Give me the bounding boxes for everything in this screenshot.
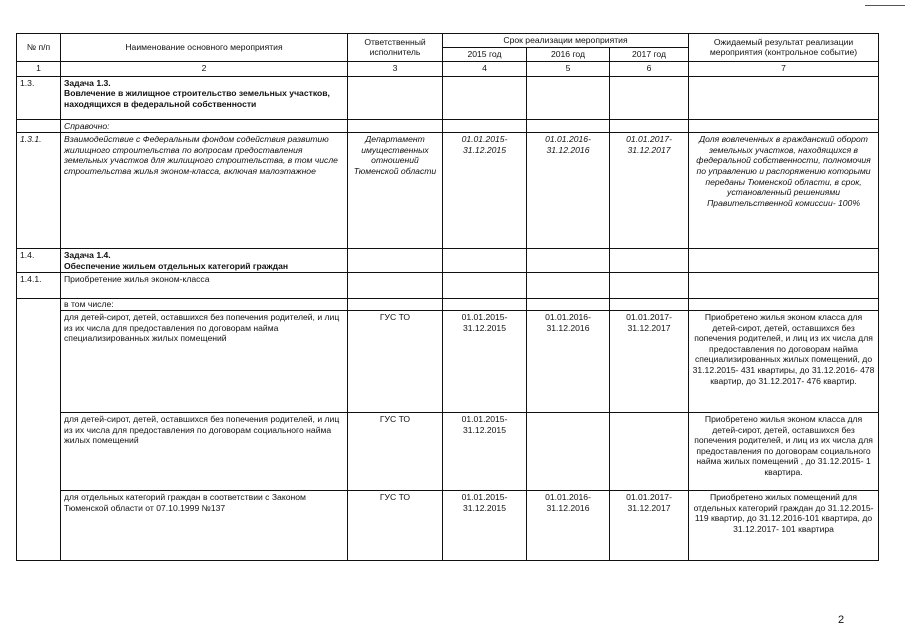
- item-1-3-1-2015: 01.01.2015-31.12.2015: [443, 133, 527, 249]
- including-row: [17, 299, 879, 311]
- sub-item-3-responsible: ГУС ТО: [348, 490, 443, 560]
- colnum-6: 6: [610, 61, 689, 76]
- item-1-3-1-num: 1.3.1.: [17, 133, 61, 249]
- sub-item-1-2016: 01.01.2016-31.12.2016: [527, 310, 610, 412]
- colnum-2: 2: [61, 61, 348, 76]
- reference-label: Справочно:: [61, 119, 348, 133]
- task-1-3-num: 1.3.: [17, 76, 61, 119]
- sub-item-2-row: [17, 412, 879, 490]
- sub-item-1-responsible: ГУС ТО: [348, 310, 443, 412]
- colnum-4: 4: [443, 61, 527, 76]
- sub-item-2-text: для детей-сирот, детей, оставшихся без попечения родителей, и лиц из их числа для предоставления по договорам социального найма жилых помещений: [61, 412, 348, 490]
- task-1-4-title: Задача 1.4.: [64, 250, 111, 261]
- task-1-4-num: 1.4.: [17, 249, 61, 273]
- task-1-3-title: Задача 1.3.: [64, 77, 111, 88]
- sub-item-3-row: [17, 490, 879, 560]
- top-edge-line: [865, 5, 905, 6]
- header-responsible: Ответственный исполнитель: [348, 34, 443, 62]
- item-1-4-1-text: Приобретение жилья эконом-класса: [61, 273, 348, 299]
- sub-item-2-2015: 01.01.2015-31.12.2015: [443, 412, 527, 490]
- colnum-5: 5: [527, 61, 610, 76]
- task-1-3-name: [61, 76, 348, 119]
- sub-item-2-responsible: ГУС ТО: [348, 412, 443, 490]
- task-1-3-text: Вовлечение в жилищное строительство земельных участков, находящихся в федеральной собственности: [64, 88, 330, 109]
- item-1-3-1-2017: 01.01.2017-31.12.2017: [610, 133, 689, 249]
- header-period: Срок реализации мероприятия: [443, 34, 689, 48]
- sub-item-1-text: для детей-сирот, детей, оставшихся без попечения родителей, и лиц из их числа для предоставления по договорам найма специализированных жилых помещений: [61, 310, 348, 412]
- column-numbers-row: [17, 61, 879, 76]
- sub-item-1-2017: 01.01.2017-31.12.2017: [610, 310, 689, 412]
- colnum-3: 3: [348, 61, 443, 76]
- sub-item-3-result: Приобретено жилых помещений для отдельных категорий граждан до 31.12.2015- 119 квартир, до 31.12.2016-101 квартира, до 31.12.2017- 101 квартира: [689, 490, 879, 560]
- sub-item-1-result: Приобретено жилья эконом класса для детей-сирот, детей, оставшихся без попечения родителей, и лиц из их числа для предоставления по договорам найма специализированных жилых помещений, до 31.12.2015- 431 квартиры, до 31.12.2016- 478 квартир, до 31.12.2017- 476 квартир.: [689, 310, 879, 412]
- including-label: в том числе:: [61, 299, 348, 311]
- header-num: № п/п: [17, 34, 61, 62]
- page-number: 2: [838, 614, 845, 626]
- item-1-4-1-row: [17, 273, 879, 299]
- sub-item-1-2015: 01.01.2015-31.12.2015: [443, 310, 527, 412]
- item-1-3-1-row: [17, 133, 879, 249]
- item-1-3-1-responsible: Департамент имущественных отношений Тюменской области: [348, 133, 443, 249]
- activities-table: [16, 33, 879, 561]
- sub-item-3-2015: 01.01.2015-31.12.2015: [443, 490, 527, 560]
- sub-item-2-result: Приобретено жилья эконом класса для детей-сирот, детей, оставшихся без попечения родителей, и лиц из их числа для предоставления по договорам социального найма жилых помещений , до 31.12.2015- 1 квартира.: [689, 412, 879, 490]
- header-year-2015: 2015 год: [443, 48, 527, 62]
- item-1-3-1-2016: 01.01.2016-31.12.2016: [527, 133, 610, 249]
- colnum-7: 7: [689, 61, 879, 76]
- item-1-4-1-num: 1.4.1.: [17, 273, 61, 299]
- sub-item-3-2016: 01.01.2016-31.12.2016: [527, 490, 610, 560]
- header-year-2017: 2017 год: [610, 48, 689, 62]
- sub-item-3-2017: 01.01.2017-31.12.2017: [610, 490, 689, 560]
- sub-item-3-text: для отдельных категорий граждан в соответствии с Законом Тюменской области от 07.10.1999 №137: [61, 490, 348, 560]
- sub-items-num-cell: [17, 299, 61, 561]
- task-1-4-text: Обеспечение жильем отдельных категорий граждан: [64, 260, 289, 271]
- header-row: [17, 34, 879, 48]
- item-1-3-1-text: Взаимодействие с Федеральным фондом содействия развитию жилищного строительства по вопросам предоставления земельных участков для жилищного строительства, в том числе строительства жилья эконом-класса, включая малоэтажное: [61, 133, 348, 249]
- task-1-4-name: [61, 249, 348, 273]
- sub-item-1-row: [17, 310, 879, 412]
- task-1-3-row: [17, 76, 879, 119]
- reference-row: [17, 119, 879, 133]
- item-1-3-1-result: Доля вовлеченных в гражданский оборот земельных участков, находящихся в федеральной собственности, полномочия по управлению и распоряжению которыми переданы Тюменской области, в срок, установленный решениями Правительственной комиссии- 100%: [689, 133, 879, 249]
- task-1-4-row: [17, 249, 879, 273]
- header-year-2016: 2016 год: [527, 48, 610, 62]
- colnum-1: 1: [17, 61, 61, 76]
- header-result: Ожидаемый результат реализации мероприятия (контрольное событие): [689, 34, 879, 62]
- header-name: Наименование основного мероприятия: [61, 34, 348, 62]
